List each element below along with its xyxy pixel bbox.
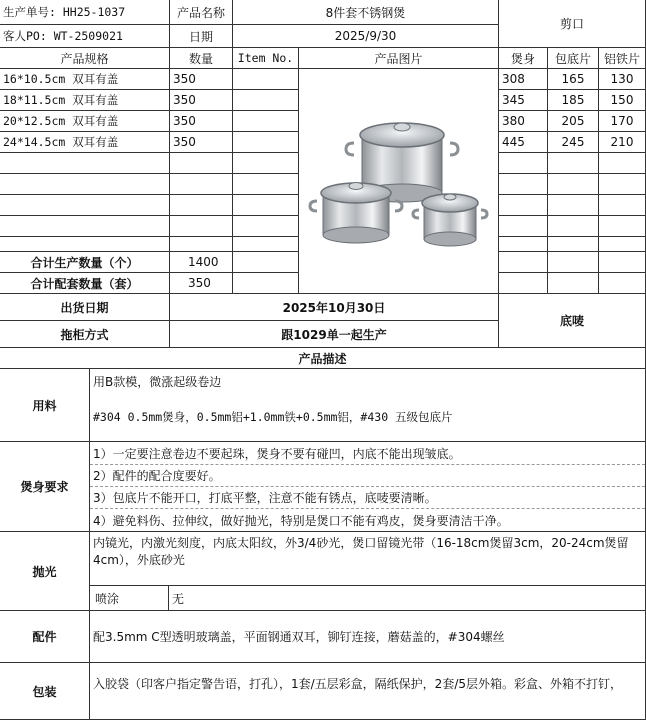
polish-content [89,531,646,586]
date-value: 2025/9/30 [232,24,499,48]
empty-row-body [498,215,548,237]
empty-row-item [232,194,299,216]
cut-header: 剪口 [498,0,646,48]
body-req-content [89,441,646,532]
spray-label: 喷涂 [89,585,169,611]
col-image: 产品图片 [298,47,499,69]
body-req-line-2: 2）配件的配合度要好。 [90,464,645,486]
total-set-item [232,272,299,294]
empty-row-qty [169,215,233,237]
empty-row-qty [169,173,233,195]
customer-po: 客人PO: WT-2509021 [0,24,170,48]
empty-row-alu [598,173,646,195]
row-2-alu: 150 [598,89,646,111]
empty-row-qty [169,194,233,216]
parts-content: 配3.5mm C型透明玻璃盖，平面钢通双耳，铆钉连接，蘑菇盖的，#304螺丝 [89,610,646,663]
empty-row-spec [0,152,170,174]
empty-row-body [498,173,548,195]
empty-row-spec [0,236,170,252]
ship-date-value: 2025年10月30日 [169,293,499,321]
total-set-alu [598,272,646,294]
empty-row-base [547,215,599,237]
date-label: 日期 [169,24,233,48]
row-1-spec: 16*10.5cm 双耳有盖 [0,68,170,90]
empty-row-spec [0,194,170,216]
cabinet-value: 跟1029单一起生产 [169,320,499,348]
empty-row-item [232,173,299,195]
row-2-spec: 18*11.5cm 双耳有盖 [0,89,170,111]
total-production-alu [598,251,646,273]
empty-row-alu [598,194,646,216]
row-3-item-no [232,110,299,132]
total-production-item [232,251,299,273]
row-2-base: 185 [547,89,599,111]
row-1-body: 308 [498,68,548,90]
packing-content [89,662,646,720]
row-1-alu: 130 [598,68,646,90]
material-label: 用料 [0,368,90,442]
body-req-label: 煲身要求 [0,441,90,532]
row-3-base: 205 [547,110,599,132]
ship-date-label: 出货日期 [0,293,170,321]
product-image-cell [298,68,499,294]
empty-row-body [498,152,548,174]
col-base: 包底片 [547,47,599,69]
total-set-body [498,272,548,294]
description-title: 产品描述 [0,347,646,369]
material-content [89,368,646,442]
packing-text: 入胶袋（印客户指定警告语，打孔），1套/五层彩盒，隔纸保护，2套/5层外箱。彩盒、外箱不打钉， [93,677,622,691]
row-4-spec: 24*14.5cm 双耳有盖 [0,131,170,153]
order-number: 生产单号: HH25-1037 [0,0,170,25]
row-4-base: 245 [547,131,599,153]
row-4-qty: 350 [169,131,233,153]
product-name-label: 产品名称 [169,0,233,25]
row-3-qty: 350 [169,110,233,132]
empty-row-alu [598,236,646,252]
bottom-mark-label: 底唛 [498,293,646,348]
body-req-line-1: 1）一定要注意卷边不要起珠，煲身不要有碰凹，内底不能出现皱底。 [93,446,461,461]
empty-row-spec [0,173,170,195]
body-req-line-3: 3）包底片不能开口，打底平整，注意不能有锈点，底唛要清晰。 [90,486,645,508]
total-production-body [498,251,548,273]
row-2-qty: 350 [169,89,233,111]
total-set-base [547,272,599,294]
total-production-base [547,251,599,273]
row-4-body: 445 [498,131,548,153]
total-production-label: 合计生产数量（个） [0,251,170,273]
row-1-item-no [232,68,299,90]
polish-text: 内镜光，内激光刻度，内底太阳纹，外3/4砂光，煲口留镜光带（16-18cm煲留3cm，20-24cm煲留4cm），外底砂光 [93,536,629,567]
col-spec: 产品规格 [0,47,170,69]
row-1-base: 165 [547,68,599,90]
row-4-item-no [232,131,299,153]
parts-label: 配件 [0,610,90,663]
cookware-set-image [304,101,494,261]
col-alu: 铝铁片 [598,47,646,69]
total-set-label: 合计配套数量（套） [0,272,170,294]
empty-row-qty [169,152,233,174]
empty-row-body [498,194,548,216]
empty-row-item [232,152,299,174]
col-body: 煲身 [498,47,548,69]
row-2-body: 345 [498,89,548,111]
empty-row-spec [0,215,170,237]
row-2-item-no [232,89,299,111]
product-name-value: 8件套不锈钢煲 [232,0,499,25]
row-4-alu: 210 [598,131,646,153]
row-3-spec: 20*12.5cm 双耳有盖 [0,110,170,132]
col-item-no: Item No. [232,47,299,69]
material-line-2: #304 0.5mm煲身，0.5mm铝+1.0mm铁+0.5mm铝，#430 五级包底片 [93,410,453,424]
cabinet-label: 拖柜方式 [0,320,170,348]
packing-label: 包装 [0,662,90,720]
row-3-body: 380 [498,110,548,132]
total-production-value: 1400 [169,251,233,273]
empty-row-base [547,152,599,174]
row-3-alu: 170 [598,110,646,132]
empty-row-qty [169,236,233,252]
material-line-1: 用B款模，微涨起级卷边 [93,374,222,389]
empty-row-alu [598,152,646,174]
polish-label: 抛光 [0,531,90,611]
empty-row-base [547,173,599,195]
spray-value: 无 [168,585,646,611]
empty-row-item [232,236,299,252]
empty-row-base [547,194,599,216]
empty-row-base [547,236,599,252]
col-qty: 数量 [169,47,233,69]
body-req-line-4: 4）避免料伤、拉伸纹，做好抛光，特别是煲口不能有鸡皮，煲身要清洁干净。 [90,508,645,531]
empty-row-item [232,215,299,237]
total-set-value: 350 [169,272,233,294]
row-1-qty: 350 [169,68,233,90]
empty-row-alu [598,215,646,237]
empty-row-body [498,236,548,252]
